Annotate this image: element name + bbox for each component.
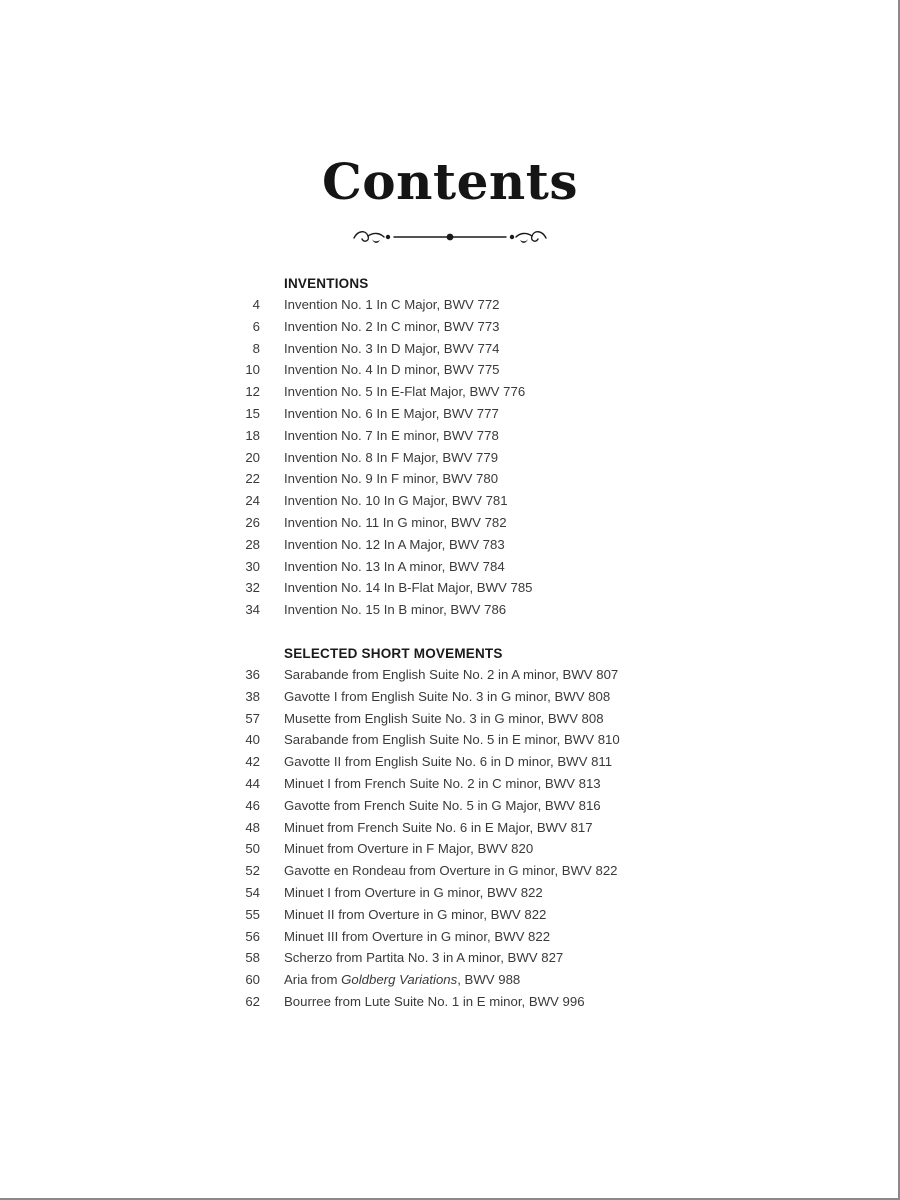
toc-entry[interactable] [0, 403, 900, 425]
toc-entry[interactable] [0, 664, 900, 686]
page-number: 38 [245, 688, 260, 704]
toc-entry[interactable] [0, 882, 900, 904]
toc-entry[interactable] [0, 468, 900, 490]
page-number: 34 [245, 602, 260, 618]
entry-title: Invention No. 10 In G Major, BWV 781 [284, 493, 508, 509]
toc-entry[interactable] [0, 447, 900, 469]
page-number: 60 [245, 972, 260, 988]
page-number: 56 [245, 928, 260, 944]
toc-entry[interactable] [0, 708, 900, 730]
page-number: 26 [245, 514, 260, 530]
entry-title: Invention No. 14 In B-Flat Major, BWV 785 [284, 580, 533, 596]
toc-entry[interactable] [0, 817, 900, 839]
page-number: 52 [245, 863, 260, 879]
page-number: 12 [245, 384, 260, 400]
toc-entry[interactable] [0, 359, 900, 381]
page-number: 18 [245, 427, 260, 443]
toc-list-inventions [0, 294, 900, 621]
page-number: 32 [245, 580, 260, 596]
toc-entry[interactable] [0, 556, 900, 578]
page-number: 24 [245, 493, 260, 509]
entry-title: Sarabande from English Suite No. 5 in E minor, BWV 810 [284, 732, 620, 748]
inventions-section [0, 274, 900, 621]
page-number: 62 [245, 993, 260, 1009]
section-heading: INVENTIONS [284, 276, 369, 291]
entry-title: Invention No. 12 In A Major, BWV 783 [284, 536, 505, 552]
entry-title: Minuet I from French Suite No. 2 in C minor, BWV 813 [284, 775, 601, 791]
page-number: 8 [252, 340, 260, 356]
page-number: 57 [245, 710, 260, 726]
page-number: 48 [245, 819, 260, 835]
entry-title: Invention No. 6 In E Major, BWV 777 [284, 405, 499, 421]
entry-title-suffix: , BWV 988 [457, 972, 521, 988]
entry-title: Minuet from Overture in F Major, BWV 820 [284, 841, 534, 857]
entry-title: Invention No. 8 In F Major, BWV 779 [284, 449, 499, 465]
toc-entry[interactable] [0, 838, 900, 860]
toc-entry[interactable] [0, 686, 900, 708]
toc-entry[interactable] [0, 969, 900, 991]
page-number: 4 [252, 297, 260, 312]
toc-entry[interactable] [0, 773, 900, 795]
entry-title: Scherzo from Partita No. 3 in A minor, BWV 827 [284, 950, 564, 966]
page-number: 40 [245, 732, 260, 748]
selected-short-movements-section [0, 644, 900, 1013]
entry-title: Invention No. 1 In C Major, BWV 772 [284, 297, 500, 312]
toc-entry[interactable] [0, 577, 900, 599]
entry-title: Invention No. 5 In E-Flat Major, BWV 776 [284, 384, 526, 400]
toc-entry[interactable] [0, 381, 900, 403]
page-number: 10 [245, 362, 260, 378]
toc-entry[interactable] [0, 926, 900, 948]
toc-entry[interactable] [0, 338, 900, 360]
entry-title: Invention No. 13 In A minor, BWV 784 [284, 558, 505, 574]
page-number: 50 [245, 841, 260, 857]
page-number: 22 [245, 471, 260, 487]
toc-entry[interactable] [0, 795, 900, 817]
entry-title: Invention No. 11 In G minor, BWV 782 [284, 514, 507, 530]
entry-title: Minuet III from Overture in G minor, BWV 822 [284, 928, 551, 944]
entry-title: Invention No. 15 In B minor, BWV 786 [284, 602, 507, 618]
entry-title: Gavotte I from English Suite No. 3 in G minor, BWV 808 [284, 688, 611, 704]
decorative-divider-ornament [350, 224, 550, 248]
page-number: 15 [245, 405, 260, 421]
entry-title-italic: Goldberg Variations [341, 972, 458, 988]
toc-entry[interactable] [0, 425, 900, 447]
entry-title: Bourree from Lute Suite No. 1 in E minor, BWV 996 [284, 993, 585, 1009]
entry-title: Gavotte II from English Suite No. 6 in D minor, BWV 811 [284, 754, 613, 770]
entry-title: Sarabande from English Suite No. 2 in A minor, BWV 807 [284, 667, 619, 682]
page-title: Contents [321, 152, 578, 211]
toc-entry[interactable] [0, 534, 900, 556]
page-number: 44 [245, 775, 260, 791]
toc-entry[interactable] [0, 860, 900, 882]
page-number: 55 [245, 906, 260, 922]
page-number: 42 [245, 754, 260, 770]
entry-title: Gavotte from French Suite No. 5 in G Major, BWV 816 [284, 797, 601, 813]
toc-entry[interactable] [0, 751, 900, 773]
toc-entry[interactable] [0, 947, 900, 969]
page-number: 20 [245, 449, 260, 465]
toc-list-movements [0, 664, 900, 1013]
toc-entry[interactable] [0, 490, 900, 512]
page-number: 58 [245, 950, 260, 966]
toc-entry[interactable] [0, 294, 900, 316]
entry-title: Musette from English Suite No. 3 in G minor, BWV 808 [284, 710, 604, 726]
page-number: 54 [245, 884, 260, 900]
page-number: 6 [252, 318, 260, 334]
toc-entry[interactable] [0, 729, 900, 751]
entry-title: Minuet II from Overture in G minor, BWV 822 [284, 906, 547, 922]
entry-title: Invention No. 4 In D minor, BWV 775 [284, 362, 500, 378]
toc-entry[interactable] [0, 599, 900, 621]
toc-entry[interactable] [0, 991, 900, 1013]
entry-title: Minuet from French Suite No. 6 in E Major, BWV 817 [284, 819, 593, 835]
page-number: 28 [245, 536, 260, 552]
entry-title [284, 969, 520, 991]
page-number: 36 [245, 667, 260, 682]
page-number: 46 [245, 797, 260, 813]
entry-title: Invention No. 7 In E minor, BWV 778 [284, 427, 499, 443]
entry-title: Invention No. 2 In C minor, BWV 773 [284, 318, 500, 334]
toc-entry[interactable] [0, 316, 900, 338]
entry-title: Invention No. 9 In F minor, BWV 780 [284, 471, 499, 487]
entry-title-prefix: Aria from [284, 972, 342, 988]
section-heading: SELECTED SHORT MOVEMENTS [284, 646, 503, 661]
toc-entry[interactable] [0, 512, 900, 534]
toc-entry[interactable] [0, 904, 900, 926]
entry-title: Minuet I from Overture in G minor, BWV 822 [284, 884, 543, 900]
entry-title: Gavotte en Rondeau from Overture in G minor, BWV 822 [284, 863, 618, 879]
entry-title: Invention No. 3 In D Major, BWV 774 [284, 340, 500, 356]
page-number: 30 [245, 558, 260, 574]
